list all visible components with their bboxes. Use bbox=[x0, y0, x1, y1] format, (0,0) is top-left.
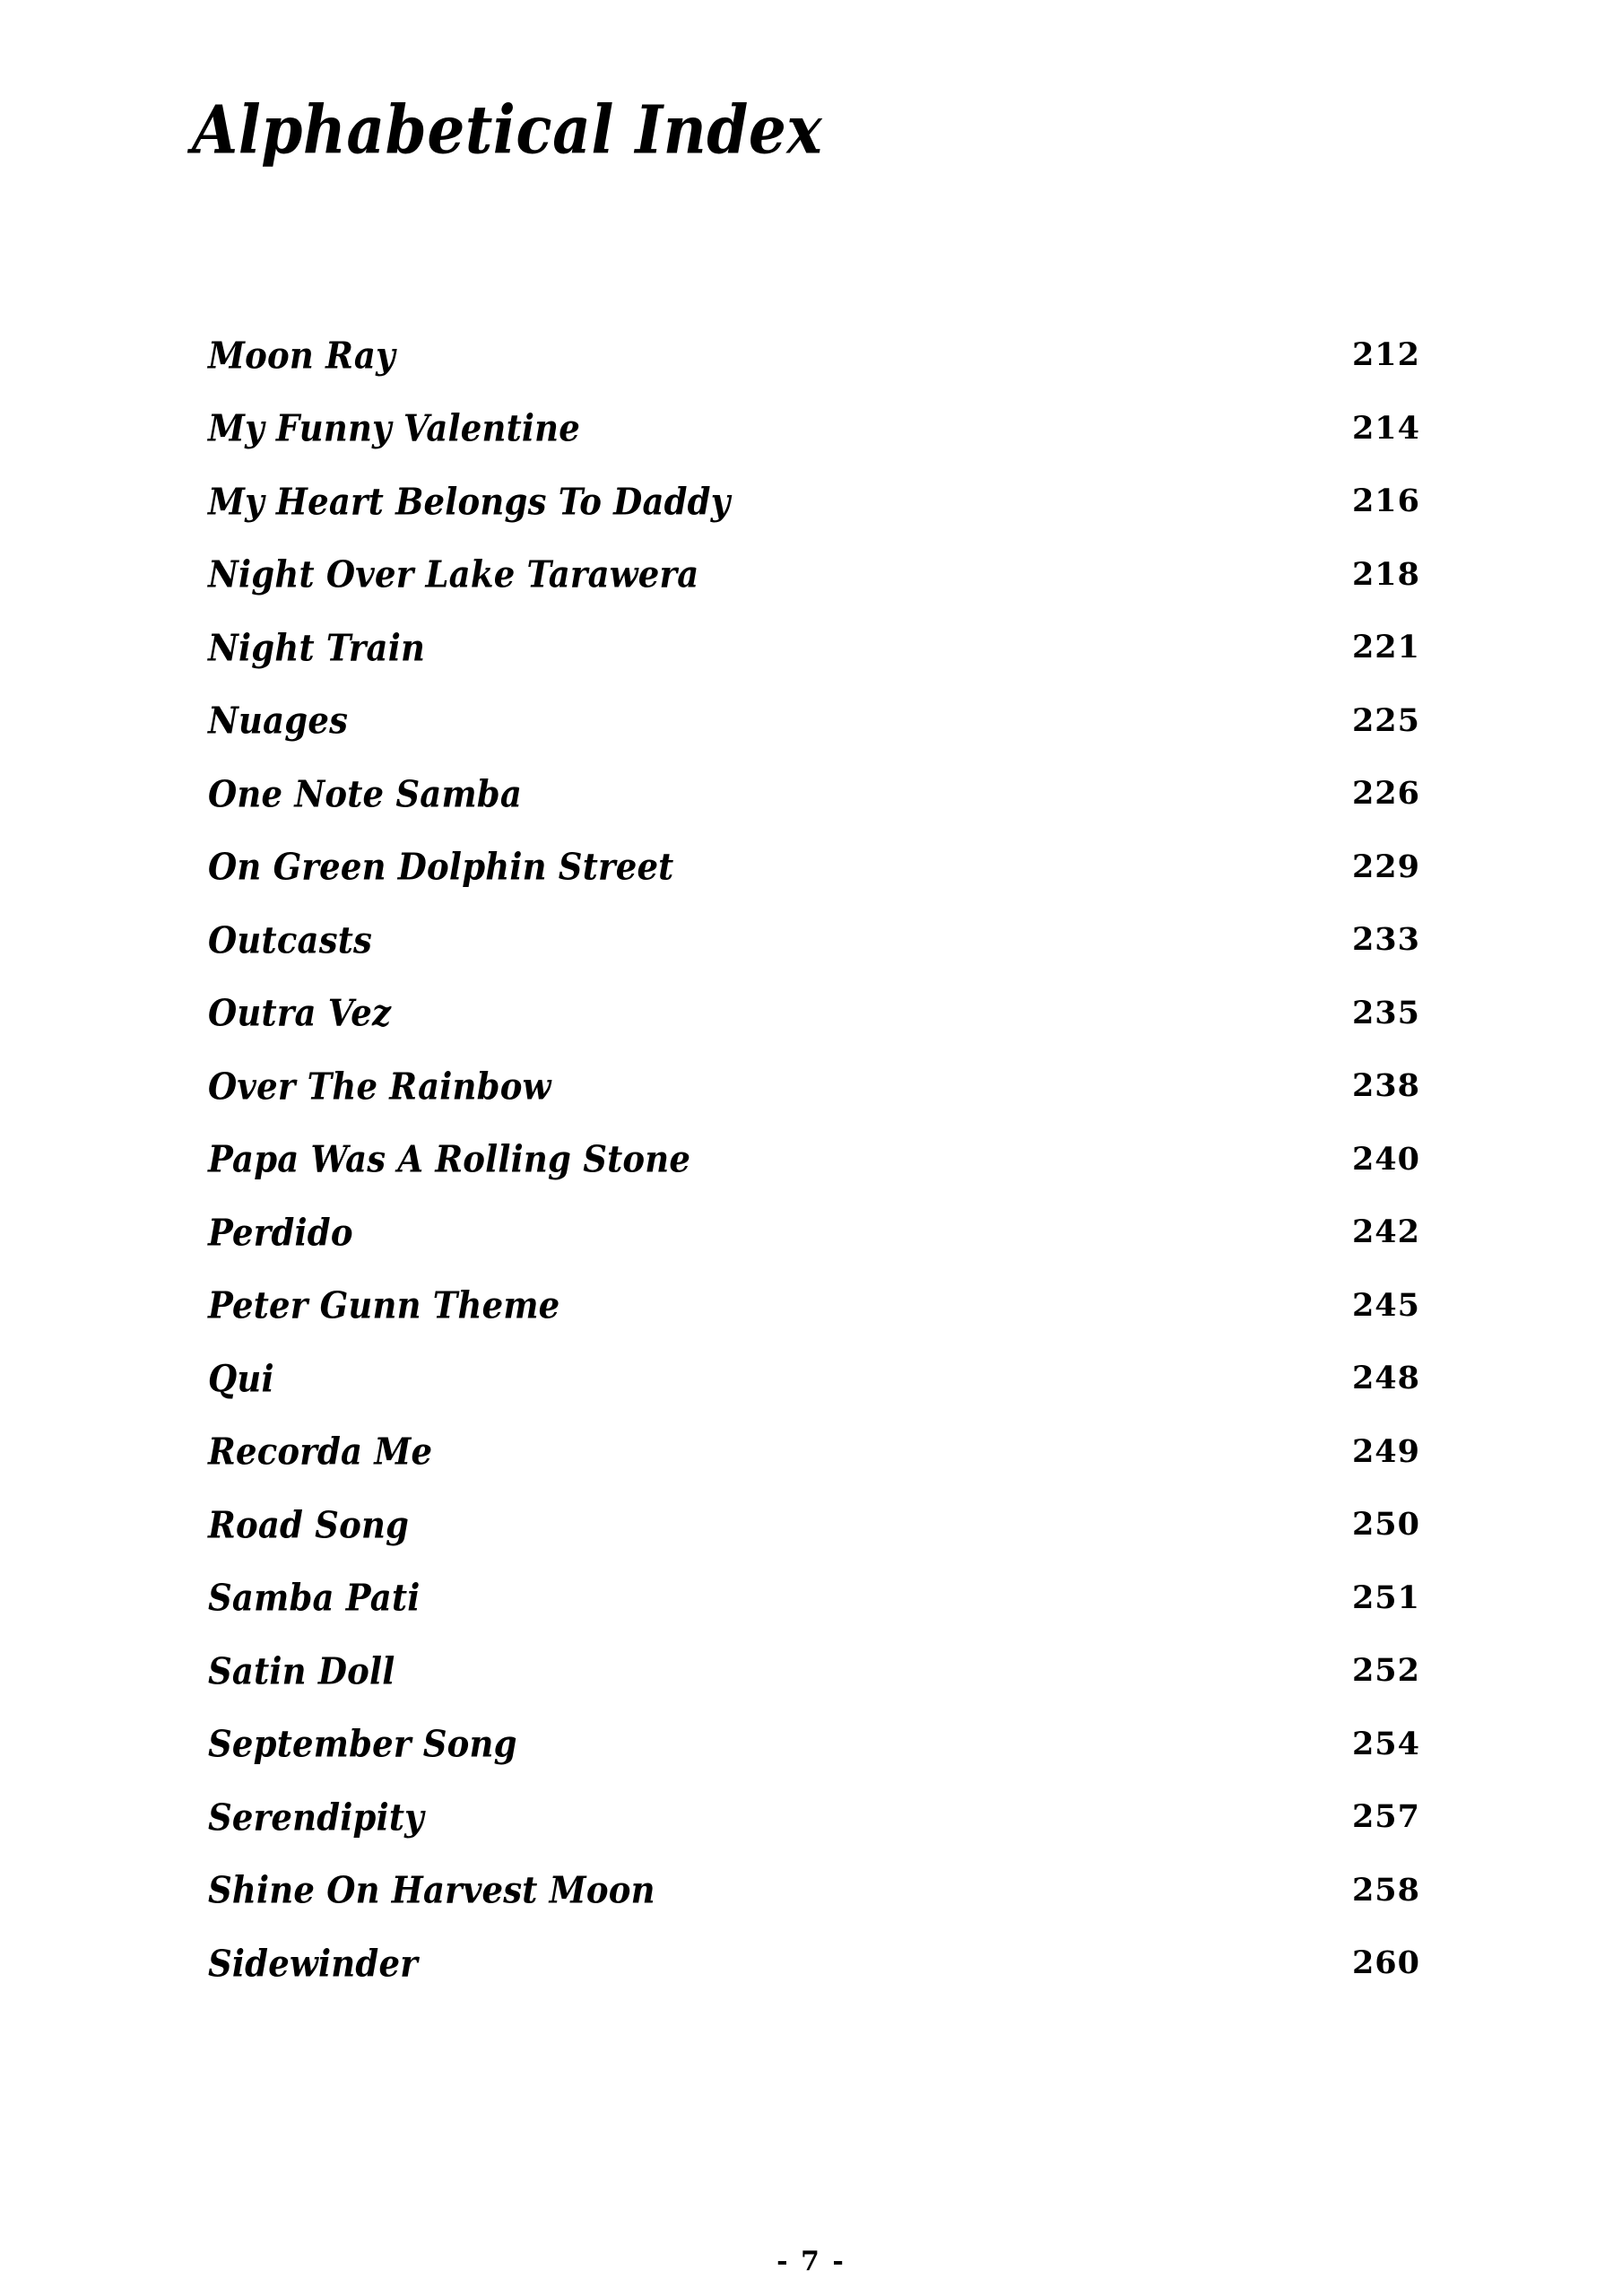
entry-page-number: 249 bbox=[1351, 1432, 1420, 1470]
entry-title: Road Song bbox=[208, 1502, 410, 1546]
index-entry[interactable] bbox=[208, 1488, 1427, 1561]
entry-title: Perdido bbox=[208, 1210, 353, 1254]
entry-page-number: 250 bbox=[1351, 1506, 1420, 1544]
index-entry[interactable] bbox=[208, 1342, 1427, 1415]
index-entry[interactable] bbox=[208, 1269, 1427, 1343]
index-entry[interactable] bbox=[208, 977, 1427, 1050]
entry-title: Satin Doll bbox=[208, 1648, 395, 1692]
entry-page-number: 245 bbox=[1351, 1286, 1420, 1324]
entry-title: Sidewinder bbox=[208, 1941, 418, 1985]
entry-title: Outcasts bbox=[208, 918, 373, 961]
page-footer-number: - 7 - bbox=[776, 2246, 846, 2277]
entry-page-number: 218 bbox=[1351, 555, 1420, 593]
entry-title: My Funny Valentine bbox=[208, 406, 581, 450]
index-entry[interactable] bbox=[208, 1415, 1427, 1489]
entry-page-number: 260 bbox=[1351, 1944, 1420, 1982]
index-entry[interactable] bbox=[208, 757, 1427, 831]
entry-title: Papa Was A Rolling Stone bbox=[208, 1137, 691, 1181]
index-entry[interactable] bbox=[208, 318, 1427, 392]
entry-page-number: 212 bbox=[1351, 336, 1420, 374]
entry-title: Peter Gunn Theme bbox=[208, 1283, 560, 1327]
entry-page-number: 229 bbox=[1351, 848, 1420, 885]
index-entry[interactable] bbox=[208, 1926, 1427, 2000]
entry-page-number: 248 bbox=[1351, 1360, 1420, 1397]
index-entry[interactable] bbox=[208, 1123, 1427, 1196]
entry-title: One Note Samba bbox=[208, 771, 523, 815]
entry-page-number: 252 bbox=[1351, 1652, 1420, 1690]
entry-page-number: 257 bbox=[1351, 1798, 1420, 1836]
index-entry[interactable] bbox=[208, 538, 1427, 612]
entry-page-number: 233 bbox=[1351, 921, 1420, 959]
index-entry[interactable] bbox=[208, 1049, 1427, 1123]
entry-page-number: 221 bbox=[1351, 629, 1420, 666]
index-entry[interactable] bbox=[208, 465, 1427, 538]
entry-page-number: 240 bbox=[1351, 1140, 1420, 1178]
entry-page-number: 216 bbox=[1351, 483, 1420, 520]
index-entry[interactable] bbox=[208, 1708, 1427, 1781]
entry-title: Qui bbox=[208, 1356, 274, 1400]
index-entry[interactable] bbox=[208, 1634, 1427, 1708]
entry-title: Recorda Me bbox=[208, 1430, 433, 1474]
entry-title: Night Train bbox=[208, 625, 426, 669]
entry-page-number: 238 bbox=[1351, 1067, 1420, 1105]
entry-title: Moon Ray bbox=[208, 333, 395, 377]
entry-title: On Green Dolphin Street bbox=[208, 845, 674, 889]
page-title: Alphabetical Index bbox=[192, 91, 823, 170]
index-entry[interactable] bbox=[208, 1780, 1427, 1854]
entry-title: Over The Rainbow bbox=[208, 1064, 551, 1108]
index-entry[interactable] bbox=[208, 1196, 1427, 1269]
entry-page-number: 258 bbox=[1351, 1871, 1420, 1909]
entry-title: Shine On Harvest Moon bbox=[208, 1868, 655, 1912]
index-entry[interactable] bbox=[208, 903, 1427, 977]
entry-page-number: 225 bbox=[1351, 701, 1420, 739]
entry-title: Nuages bbox=[208, 699, 349, 743]
entry-title: My Heart Belongs To Daddy bbox=[208, 479, 731, 523]
entry-title: September Song bbox=[208, 1722, 517, 1766]
entry-page-number: 251 bbox=[1351, 1578, 1420, 1616]
entry-page-number: 235 bbox=[1351, 994, 1420, 1031]
index-entry[interactable] bbox=[208, 684, 1427, 758]
entry-page-number: 226 bbox=[1351, 775, 1420, 813]
index-entry[interactable] bbox=[208, 611, 1427, 684]
index-entry[interactable] bbox=[208, 831, 1427, 904]
entry-title: Samba Pati bbox=[208, 1576, 421, 1620]
index-list bbox=[208, 318, 1427, 2000]
index-entry[interactable] bbox=[208, 1561, 1427, 1635]
entry-title: Serendipity bbox=[208, 1795, 424, 1839]
entry-page-number: 214 bbox=[1351, 409, 1420, 447]
entry-title: Night Over Lake Tarawera bbox=[208, 552, 699, 596]
index-entry[interactable] bbox=[208, 1854, 1427, 1927]
entry-page-number: 254 bbox=[1351, 1725, 1420, 1762]
entry-title: Outra Vez bbox=[208, 991, 392, 1035]
index-entry[interactable] bbox=[208, 392, 1427, 465]
entry-page-number: 242 bbox=[1351, 1213, 1420, 1251]
